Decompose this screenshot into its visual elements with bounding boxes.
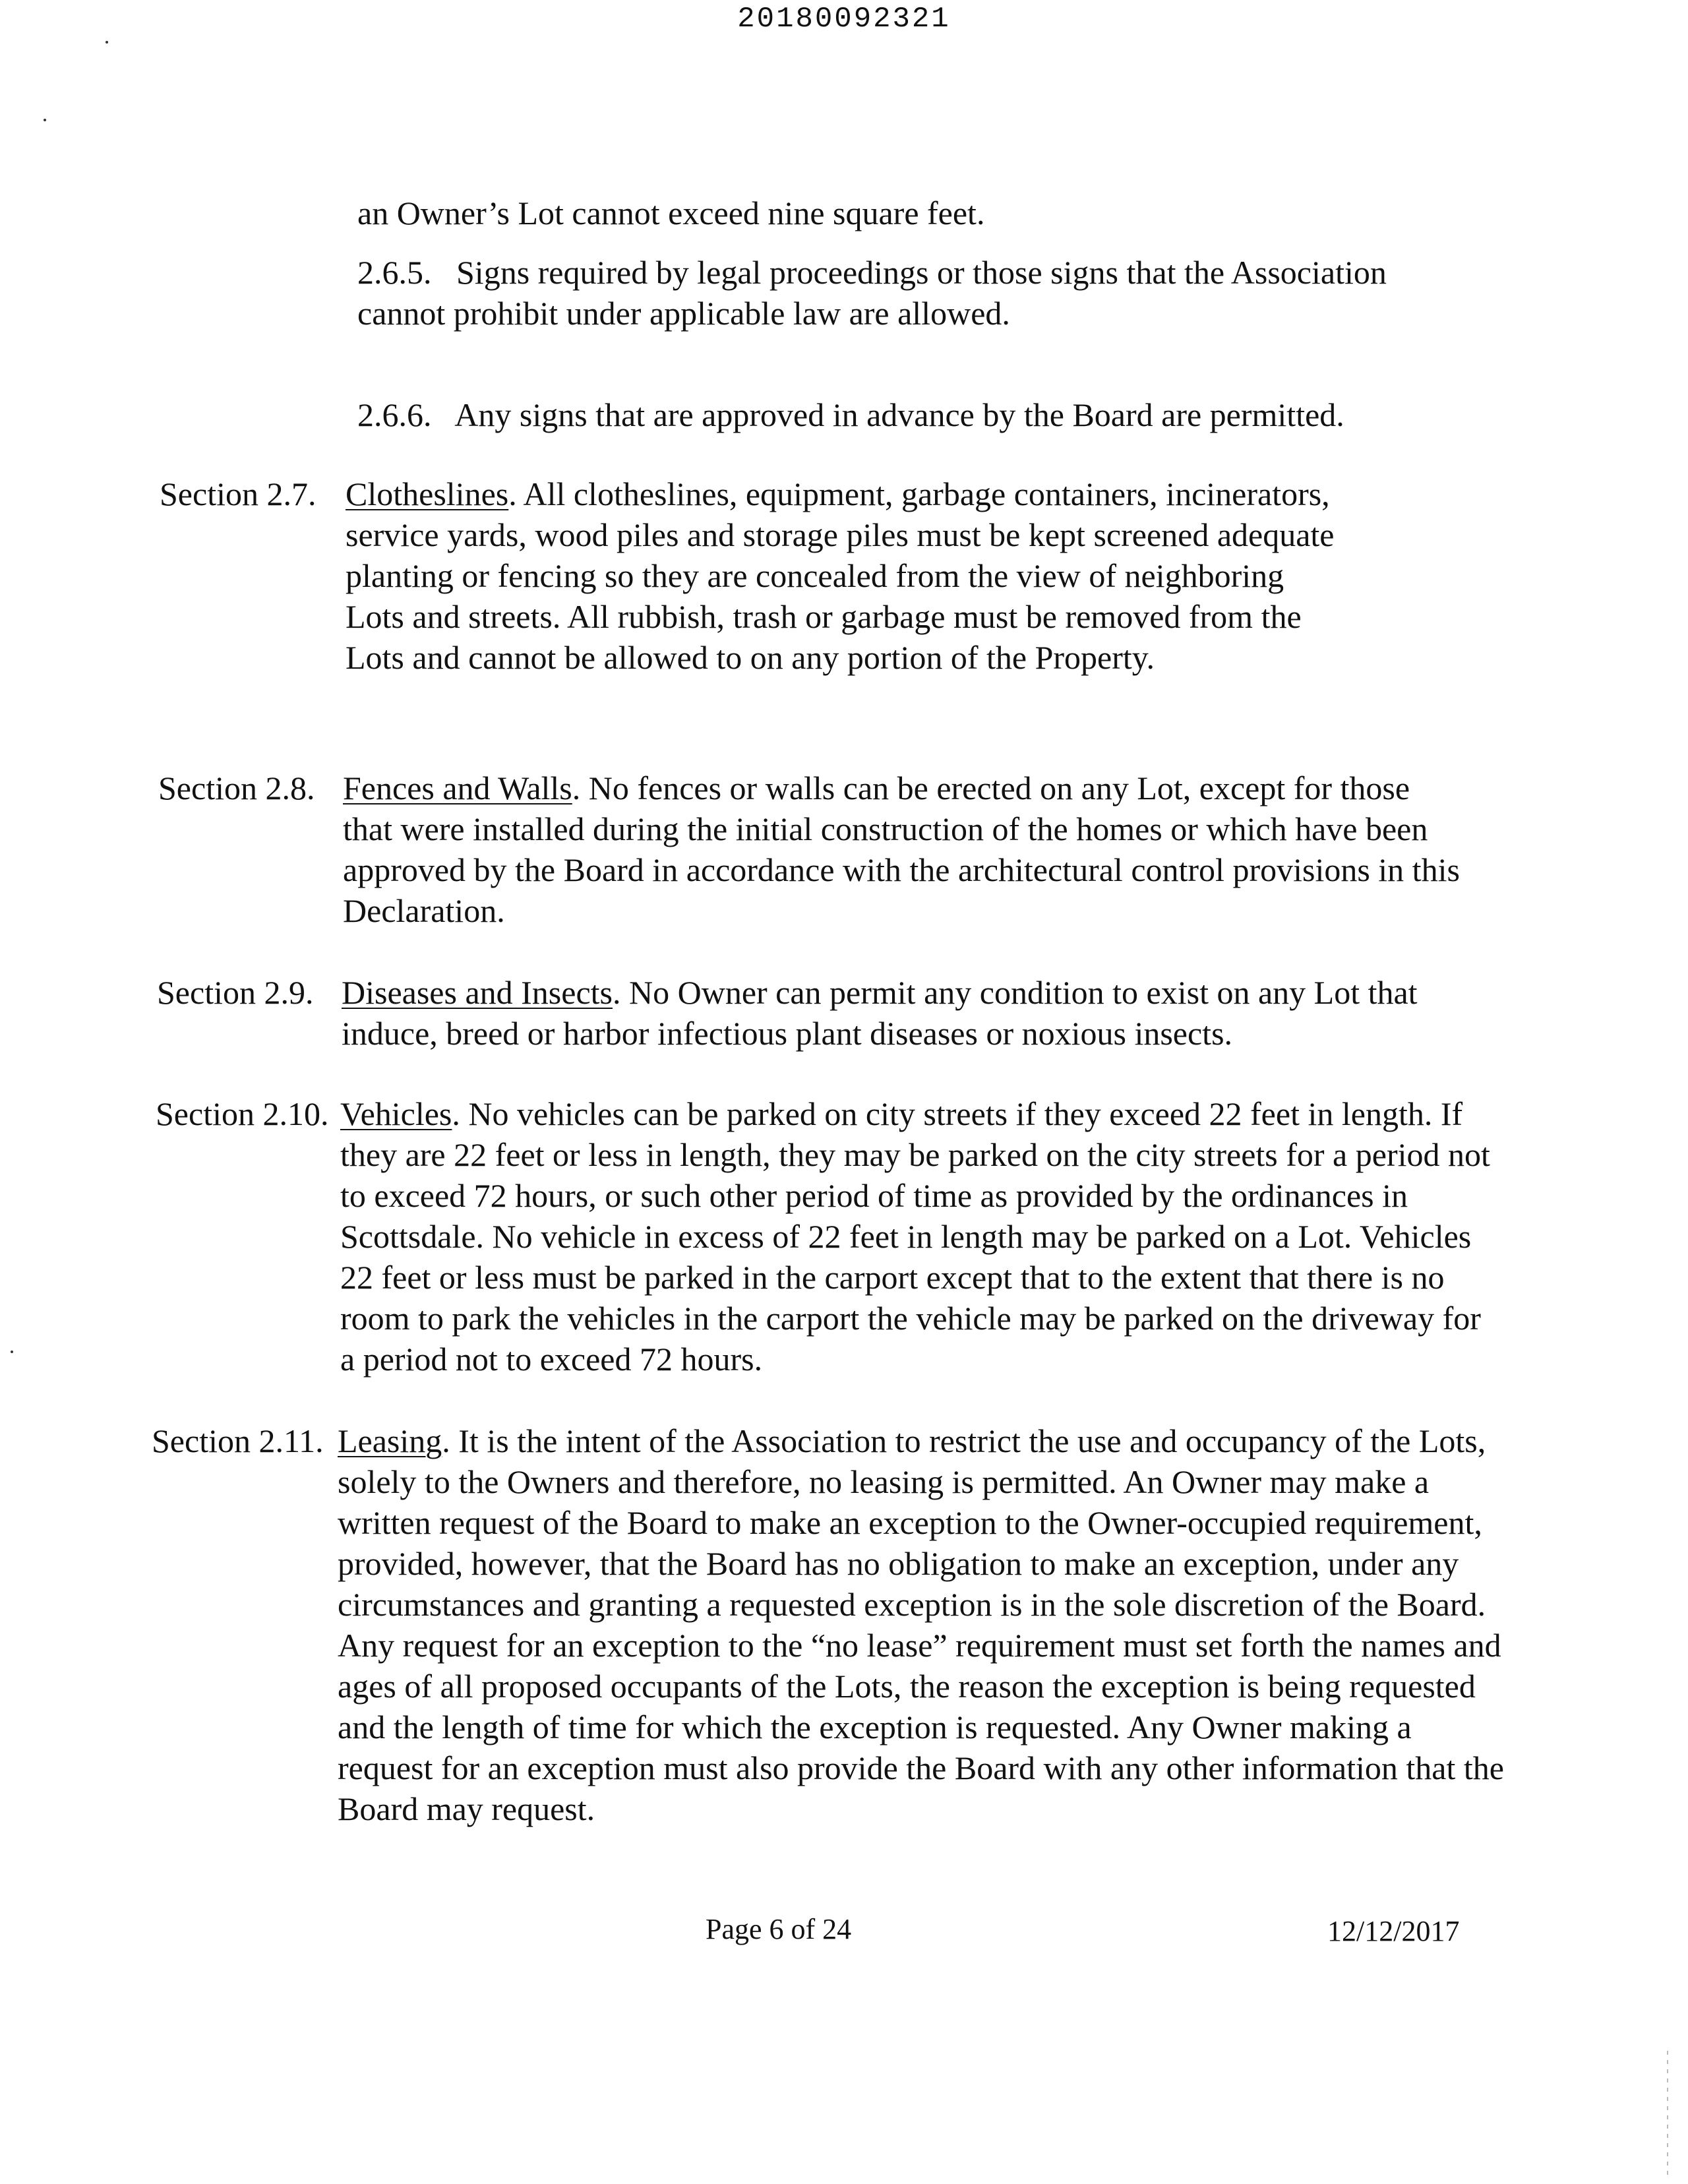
subsection-2-6-5 [357,252,1399,334]
subsection-text: Signs required by legal proceedings or those signs that the Association cannot prohibit under applicable law are allowed. [357,254,1387,332]
page-number: Page 6 of 24 [706,1913,852,1945]
section-text: No fences or walls can be erected on any Lot, except for those that were installed during the initial construction of the homes or which have been approved by the Board in accordance with the architectural control provisions in this Declaration. [343,770,1460,929]
section-title: Diseases and Insects [342,974,613,1011]
section-title: Fences and Walls [343,770,572,806]
section-body: Fences and Walls. No fences or walls can be erected on any Lot, except for those that were installed during the initial construction of the homes or which have been approved by the Board in accordance with the architectural control provisions in this Declaration. [343,770,1460,929]
section-title: Clotheslines [346,475,509,512]
subsection-2-6-6 [357,394,1518,435]
subsection-text: Any signs that are approved in advance by the Board are permitted. [454,396,1344,433]
section-body: Vehicles. No vehicles can be parked on city streets if they exceed 22 feet in length. If they are 22 feet or less in length, they may be parked on the city streets for a period not to exceed 72 hours, or such other period of time as provided by the ordinances in Scottsdale. No vehicle in excess of 22 feet in length may be parked on a Lot. Vehicles 22 feet or less must be parked in the carport except that to the extent that there is no room to park the vehicles in the carport the vehicle may be parked on the driveway for a period not to exceed 72 hours. [340,1095,1490,1378]
section-text: No vehicles can be parked on city streets if they exceed 22 feet in length. If they are 22 feet or less in length, they may be parked on the city streets for a period not to exceed 72 hours, or such other period of time as provided by the ordinances in Scottsdale. No vehicle in excess of 22 feet in length may be parked on a Lot. Vehicles 22 feet or less must be parked in the carport except that to the extent that there is no room to park the vehicles in the carport the vehicle may be parked on the driveway for a period not to exceed 72 hours. [340,1095,1490,1378]
section-title: Leasing [338,1422,442,1459]
footer-date: 12/12/2017 [1327,1915,1460,1947]
section-text: All clotheslines, equipment, garbage containers, incinerators, service yards, wood piles and storage piles must be kept screened adequate planting or fencing so they are concealed from the view of neighboring Lots and streets. All rubbish, trash or garbage must be removed from the Lots and cannot be allowed to on any portion of the Property. [346,475,1335,676]
subsection-number: 2.6.6. [357,396,432,433]
scan-edge-mark [1667,2051,1668,2176]
scan-speck [11,1350,13,1353]
section-body: Diseases and Insects. No Owner can permit any condition to exist on any Lot that induce, breed or harbor infectious plant diseases or noxious insects. [342,974,1418,1052]
continuation-text: an Owner’s Lot cannot exceed nine square feet. [357,195,985,231]
section-2-7 [160,473,1557,678]
section-label: Section 2.11. [152,1422,324,1459]
section-title: Vehicles [340,1095,452,1132]
scan-speck [106,41,108,44]
scan-speck [44,119,46,121]
subsection-number: 2.6.5. [357,254,432,291]
section-body: Clotheslines. All clotheslines, equipment, garbage containers, incinerators, service yards, wood piles and storage piles must be kept screened adequate planting or fencing so they are concealed from the view of neighboring Lots and streets. All rubbish, trash or garbage must be removed from the Lots and cannot be allowed to on any portion of the Property. [346,475,1335,676]
section-text: No Owner can permit any condition to exist on any Lot that induce, breed or harbor infectious plant diseases or noxious insects. [342,974,1418,1052]
section-text: It is the intent of the Association to restrict the use and occupancy of the Lots, solely to the Owners and therefore, no leasing is permitted. An Owner may make a written request of the Board to make an exception to the Owner-occupied requirement, provided, however, that the Board has no obligation to make an exception, under any circumstances and granting a requested exception is in the sole discretion of the Board. Any request for an exception to the “no lease” requirement must set forth the names and ages of all proposed occupants of the Lots, the reason the exception is being requested and the length of time for which the exception is requested. Any Owner making a request for an exception must also provide the Board with any other information that the Board may request. [338,1422,1504,1827]
section-label: Section 2.8. [158,770,315,806]
section-label: Section 2.9. [157,974,314,1011]
section-body: Leasing. It is the intent of the Association to restrict the use and occupancy of the Lots, solely to the Owners and therefore, no leasing is permitted. An Owner may make a written request of the Board to make an exception to the Owner-occupied requirement, provided, however, that the Board has no obligation to make an exception, under any circumstances and granting a requested exception is in the sole discretion of the Board. Any request for an exception to the “no lease” requirement must set forth the names and ages of all proposed occupants of the Lots, the reason the exception is being requested and the length of time for which the exception is requested. Any Owner making a request for an exception must also provide the Board with any other information that the Board may request. [338,1422,1504,1827]
section-label: Section 2.10. [156,1095,329,1132]
document-number: 20180092321 [737,3,951,36]
section-2-11 [152,1420,1569,1829]
section-label: Section 2.7. [160,475,316,512]
section-2-10 [156,1093,1567,1380]
section-2-9 [157,972,1555,1054]
section-2-8 [158,768,1556,931]
